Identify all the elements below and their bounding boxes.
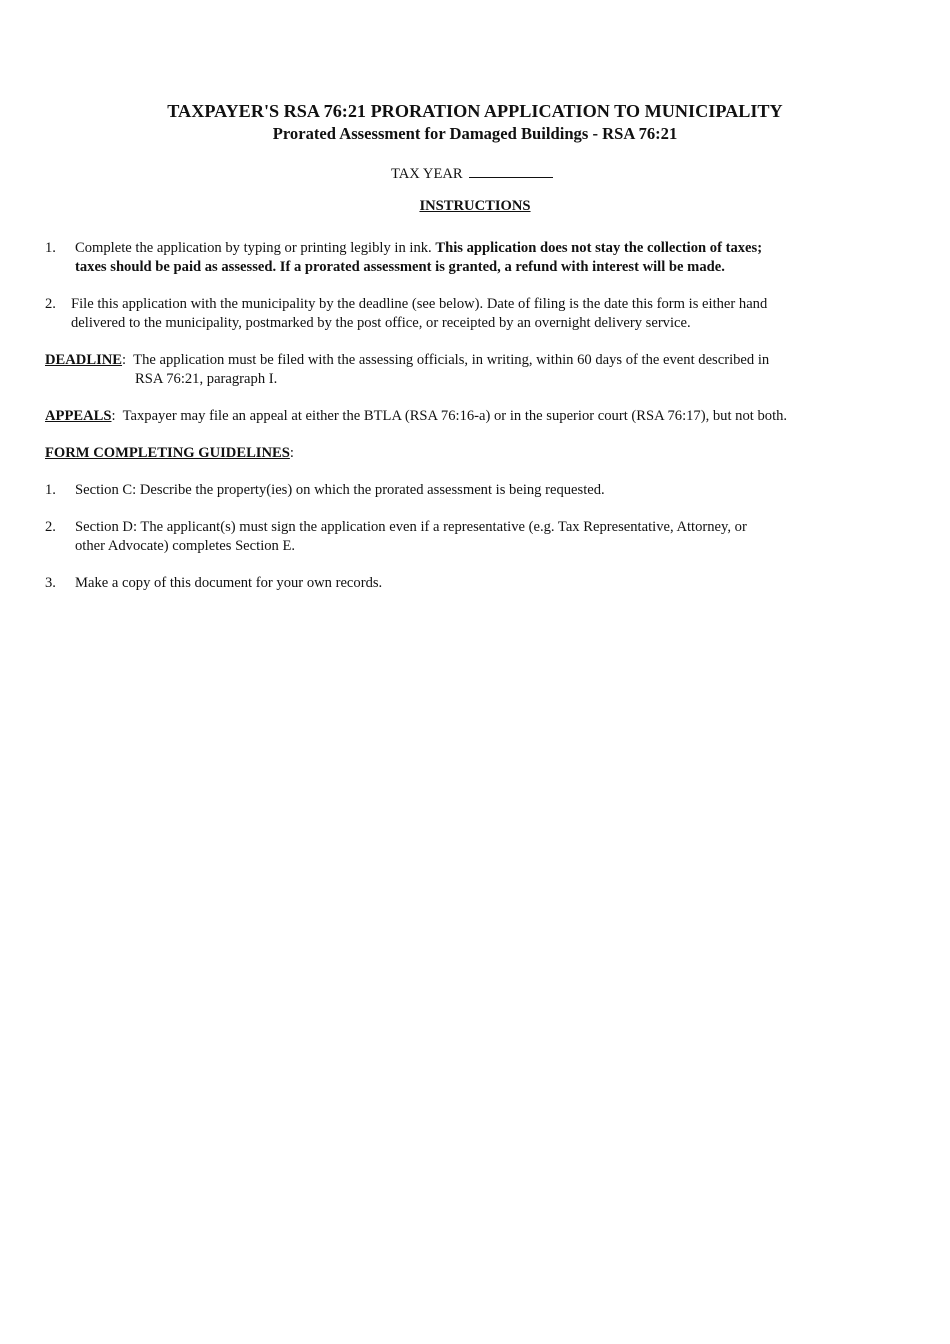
appeals-text: Taxpayer may file an appeal at either the BTLA (RSA 76:16-a) or in the superior court (RSA 76:17), but not both. — [122, 408, 788, 424]
instruction-number: 2. — [45, 296, 56, 312]
instructions-heading: INSTRUCTIONS — [419, 198, 531, 214]
document-subtitle: Prorated Assessment for Damaged Buildings - RSA 76:21 — [272, 124, 678, 143]
instruction-1-text: Complete the application by typing or printing legibly in ink. — [75, 240, 436, 256]
document-title: TAXPAYER'S RSA 76:21 PRORATION APPLICATION TO MUNICIPALITY — [167, 101, 783, 121]
instruction-1-bold-notice-cont: taxes should be paid as assessed. If a prorated assessment is granted, a refund with interest will be made. — [75, 259, 725, 275]
deadline-text: The application must be filed with the assessing officials, in writing, within 60 days of the event described in — [133, 352, 770, 368]
appeals-label: APPEALS — [45, 408, 112, 424]
guideline-item-2 — [75, 518, 747, 556]
guideline-number: 3. — [45, 575, 56, 591]
guideline-number: 1. — [45, 482, 56, 498]
appeals-colon: : — [111, 408, 116, 424]
guideline-text: Section C: Describe the property(ies) on which the prorated assessment is being requested. — [75, 482, 605, 498]
instruction-2-line: File this application with the municipality by the deadline (see below). Date of filing is the date this form is either hand — [71, 296, 768, 312]
deadline-text-cont: RSA 76:21, paragraph I. — [135, 371, 278, 387]
guidelines-heading — [45, 444, 294, 463]
guideline-item-1 — [75, 481, 605, 500]
deadline-section — [45, 351, 769, 370]
guideline-text: other Advocate) completes Section E. — [75, 538, 296, 554]
instruction-item-1 — [75, 239, 762, 277]
guidelines-heading-text: FORM COMPLETING GUIDELINES — [45, 445, 290, 461]
tax-year-label: TAX YEAR — [391, 166, 463, 182]
instruction-item-2 — [71, 295, 767, 333]
deadline-label: DEADLINE — [45, 352, 123, 368]
deadline-colon: : — [122, 352, 127, 368]
guideline-text: Section D: The applicant(s) must sign the application even if a representative (e.g. Tax Representative, Attorney, or — [75, 519, 747, 535]
appeals-section — [45, 407, 787, 426]
deadline-continuation — [135, 370, 277, 389]
guidelines-colon: : — [289, 445, 294, 461]
tax-year-field — [391, 162, 553, 184]
tax-year-blank[interactable] — [469, 162, 553, 178]
guideline-number: 2. — [45, 519, 56, 535]
instruction-1-bold-notice: This application does not stay the collection of taxes; — [435, 240, 763, 256]
instruction-2-line: delivered to the municipality, postmarked by the post office, or receipted by an overnight delivery service. — [71, 315, 691, 331]
guideline-text: Make a copy of this document for your own records. — [75, 575, 383, 591]
instruction-number: 1. — [45, 240, 56, 256]
guideline-item-3 — [75, 574, 382, 593]
